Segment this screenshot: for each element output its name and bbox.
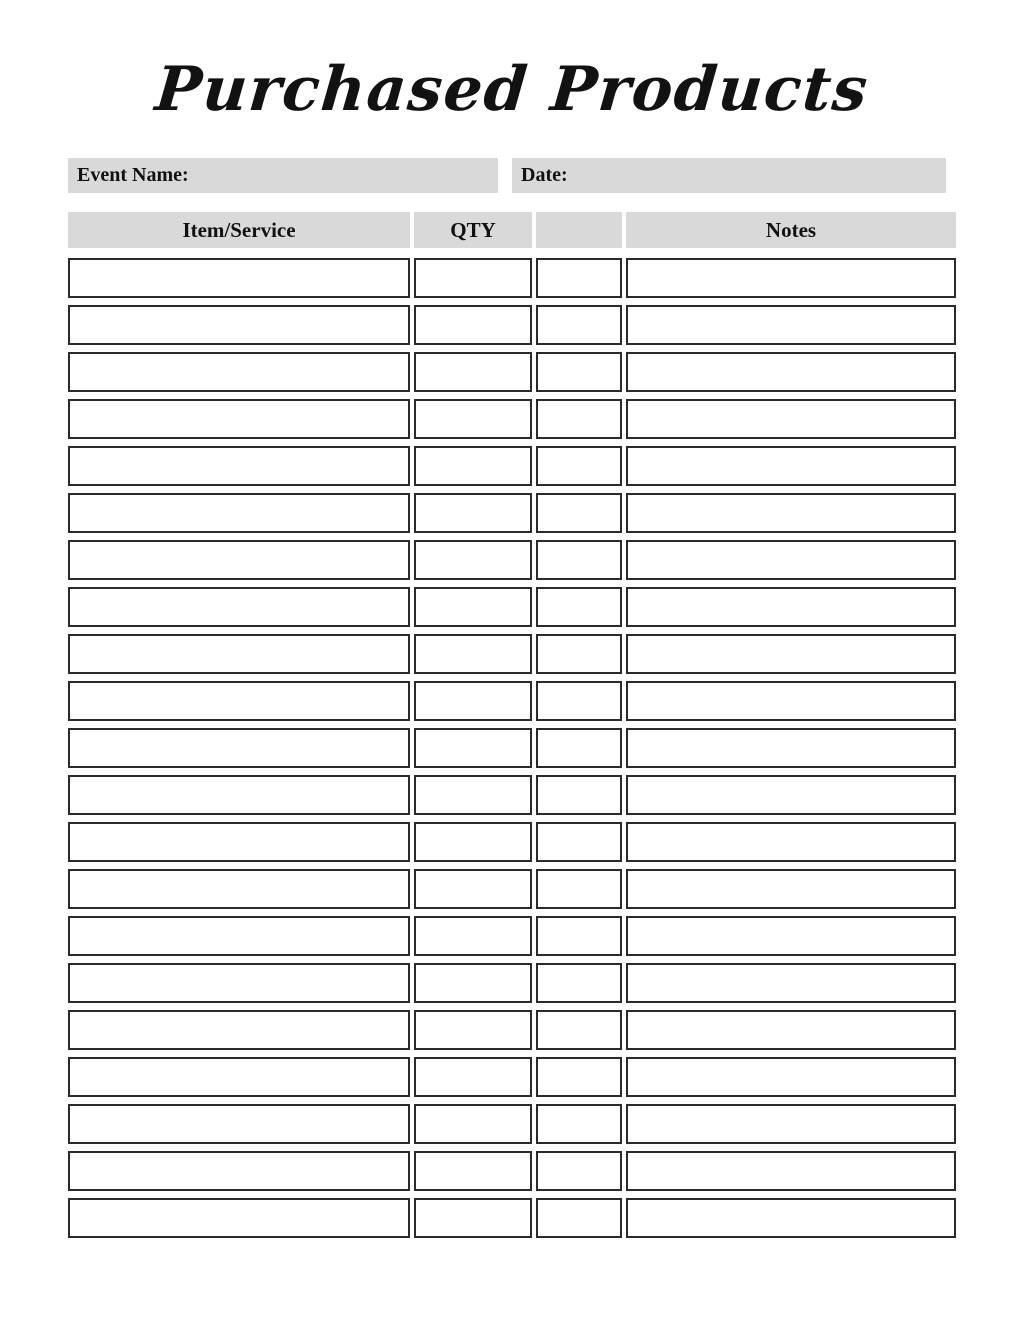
- table-row: [68, 681, 956, 728]
- table-row: [68, 1104, 956, 1151]
- table-row: [68, 775, 956, 822]
- table-row: [68, 1151, 956, 1198]
- cell-item-service[interactable]: [68, 587, 410, 627]
- cell-qty[interactable]: [414, 681, 532, 721]
- cell-notes[interactable]: [626, 305, 956, 345]
- cell-qty[interactable]: [414, 258, 532, 298]
- cell-blank[interactable]: [536, 681, 622, 721]
- cell-item-service[interactable]: [68, 258, 410, 298]
- cell-blank[interactable]: [536, 493, 622, 533]
- table-row: [68, 305, 956, 352]
- cell-blank[interactable]: [536, 352, 622, 392]
- table-row: [68, 1057, 956, 1104]
- cell-item-service[interactable]: [68, 1198, 410, 1238]
- table-row: [68, 540, 956, 587]
- cell-item-service[interactable]: [68, 775, 410, 815]
- table-row: [68, 493, 956, 540]
- cell-notes[interactable]: [626, 634, 956, 674]
- table-row: [68, 1010, 956, 1057]
- table-row: [68, 963, 956, 1010]
- table-row: [68, 258, 956, 305]
- cell-item-service[interactable]: [68, 446, 410, 486]
- cell-notes[interactable]: [626, 775, 956, 815]
- cell-qty[interactable]: [414, 446, 532, 486]
- cell-notes[interactable]: [626, 728, 956, 768]
- cell-qty[interactable]: [414, 352, 532, 392]
- table-row: [68, 446, 956, 493]
- cell-qty[interactable]: [414, 1057, 532, 1097]
- cell-notes[interactable]: [626, 446, 956, 486]
- cell-notes[interactable]: [626, 869, 956, 909]
- cell-item-service[interactable]: [68, 634, 410, 674]
- cell-item-service[interactable]: [68, 352, 410, 392]
- column-header-item-service-label: Item/Service: [182, 217, 296, 242]
- cell-item-service[interactable]: [68, 1010, 410, 1050]
- cell-blank[interactable]: [536, 963, 622, 1003]
- cell-item-service[interactable]: [68, 1057, 410, 1097]
- cell-item-service[interactable]: [68, 963, 410, 1003]
- cell-item-service[interactable]: [68, 916, 410, 956]
- cell-notes[interactable]: [626, 916, 956, 956]
- cell-item-service[interactable]: [68, 493, 410, 533]
- table-row: [68, 822, 956, 869]
- cell-item-service[interactable]: [68, 869, 410, 909]
- date-field[interactable]: [512, 158, 946, 193]
- form-meta-row: [68, 158, 956, 193]
- cell-notes[interactable]: [626, 963, 956, 1003]
- cell-qty[interactable]: [414, 916, 532, 956]
- table-row: [68, 1198, 956, 1245]
- table-header-row: [68, 212, 956, 248]
- cell-item-service[interactable]: [68, 1104, 410, 1144]
- cell-notes[interactable]: [626, 352, 956, 392]
- cell-item-service[interactable]: [68, 681, 410, 721]
- cell-blank[interactable]: [536, 1198, 622, 1238]
- cell-qty[interactable]: [414, 493, 532, 533]
- cell-blank[interactable]: [536, 305, 622, 345]
- cell-blank[interactable]: [536, 399, 622, 439]
- cell-blank[interactable]: [536, 775, 622, 815]
- cell-notes[interactable]: [626, 587, 956, 627]
- cell-notes[interactable]: [626, 1057, 956, 1097]
- cell-blank[interactable]: [536, 1010, 622, 1050]
- cell-notes[interactable]: [626, 681, 956, 721]
- cell-notes[interactable]: [626, 399, 956, 439]
- cell-item-service[interactable]: [68, 1151, 410, 1191]
- column-header-notes: [626, 212, 956, 248]
- cell-item-service[interactable]: [68, 305, 410, 345]
- cell-item-service[interactable]: [68, 540, 410, 580]
- cell-notes[interactable]: [626, 822, 956, 862]
- cell-qty[interactable]: [414, 634, 532, 674]
- cell-notes[interactable]: [626, 493, 956, 533]
- table-row: [68, 869, 956, 916]
- table-body: [68, 258, 956, 1245]
- cell-qty[interactable]: [414, 869, 532, 909]
- cell-qty[interactable]: [414, 775, 532, 815]
- cell-notes[interactable]: [626, 1198, 956, 1238]
- table-row: [68, 587, 956, 634]
- cell-qty[interactable]: [414, 399, 532, 439]
- cell-qty[interactable]: [414, 1198, 532, 1238]
- cell-blank[interactable]: [536, 587, 622, 627]
- cell-blank[interactable]: [536, 728, 622, 768]
- cell-blank[interactable]: [536, 1104, 622, 1144]
- cell-notes[interactable]: [626, 1151, 956, 1191]
- cell-notes[interactable]: [626, 258, 956, 298]
- event-name-field[interactable]: [68, 158, 498, 193]
- column-header-blank: [536, 212, 622, 248]
- cell-notes[interactable]: [626, 1104, 956, 1144]
- cell-blank[interactable]: [536, 540, 622, 580]
- cell-blank[interactable]: [536, 634, 622, 674]
- cell-qty[interactable]: [414, 1151, 532, 1191]
- table-row: [68, 399, 956, 446]
- cell-blank[interactable]: [536, 869, 622, 909]
- cell-blank[interactable]: [536, 258, 622, 298]
- cell-blank[interactable]: [536, 1057, 622, 1097]
- page-title: Purchased Products: [152, 54, 872, 125]
- cell-qty[interactable]: [414, 963, 532, 1003]
- column-header-qty: [414, 212, 532, 248]
- table-row: [68, 916, 956, 963]
- table-row: [68, 352, 956, 399]
- cell-qty[interactable]: [414, 1010, 532, 1050]
- table-row: [68, 634, 956, 681]
- event-name-label: Event Name:: [77, 164, 189, 186]
- column-header-notes-label: Notes: [765, 217, 817, 242]
- cell-qty[interactable]: [414, 728, 532, 768]
- cell-item-service[interactable]: [68, 399, 410, 439]
- column-header-qty-label: QTY: [450, 217, 496, 242]
- cell-notes[interactable]: [626, 1010, 956, 1050]
- cell-blank[interactable]: [536, 446, 622, 486]
- cell-qty[interactable]: [414, 305, 532, 345]
- cell-qty[interactable]: [414, 540, 532, 580]
- cell-item-service[interactable]: [68, 728, 410, 768]
- date-label: Date:: [521, 164, 568, 186]
- cell-blank[interactable]: [536, 1151, 622, 1191]
- cell-qty[interactable]: [414, 1104, 532, 1144]
- cell-item-service[interactable]: [68, 822, 410, 862]
- column-header-item-service: [68, 212, 410, 248]
- cell-qty[interactable]: [414, 587, 532, 627]
- cell-qty[interactable]: [414, 822, 532, 862]
- cell-blank[interactable]: [536, 916, 622, 956]
- table-row: [68, 728, 956, 775]
- cell-blank[interactable]: [536, 822, 622, 862]
- cell-notes[interactable]: [626, 540, 956, 580]
